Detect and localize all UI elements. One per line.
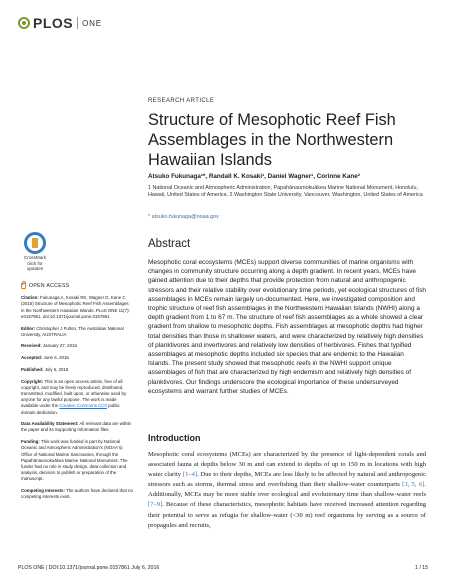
received-label: Received:	[21, 343, 42, 349]
competing-interests-label: Competing Interests:	[21, 488, 65, 494]
article-title: Structure of Mesophotic Reef Fish Assemblages in the Northwestern Hawaiian Islands	[148, 111, 396, 169]
data-availability-text: All relevant data are within the paper and its Supporting Information files.	[21, 421, 131, 433]
plos-one-logo[interactable]	[18, 14, 102, 32]
brand-sub: ONE	[82, 18, 102, 28]
received-date: January 27, 2016	[42, 343, 77, 349]
intro-part: . Additionally, MCEs may be more stable over ecological and evolutionary time than shallow-water reefs	[148, 481, 426, 499]
reference-link[interactable]: [7–9]	[148, 501, 163, 509]
crossmark-badge[interactable]	[20, 232, 50, 271]
abstract-heading: Abstract	[148, 238, 191, 250]
brand-name: PLOS	[33, 15, 74, 31]
introduction-text	[148, 450, 426, 531]
open-lock-icon	[21, 283, 26, 289]
citation-block	[21, 295, 133, 320]
intro-part: . Due to their depths, MCEs are less likely to be affected by natural and anthropogenic stressors such as storms, thermal stress and overfishing than their shallow-water counterparts	[148, 471, 426, 489]
crossmark-icon	[24, 232, 46, 254]
open-access-label: OPEN ACCESS	[29, 283, 70, 289]
editor-text: Christopher J Fulton, The Australian National University, AUSTRALIA	[21, 325, 124, 337]
accepted-block	[21, 355, 133, 361]
crossmark-sublabel: click for updates	[26, 261, 44, 271]
data-availability-label: Data Availability Statement:	[21, 421, 79, 427]
editor-label: Editor:	[21, 325, 36, 331]
article-sidebar	[21, 283, 133, 506]
funding-text: This work was funded in part by National Oceanic and Atmospheric Administration's (NOAA's) Office of National Marine Sanctuaries, through the Papahānaumokuākea Marine National Monument. The funder had no role in study design, data collection and analysis, decision to publish or preparation of the manuscript.	[21, 439, 128, 482]
copyright-text: This is an open access article, free of all copyright, and may be freely reproduced, distributed, transmitted, modified, built upon, or otherwise used by anyone for any lawful purpose. The work is made available under the	[21, 378, 127, 409]
funding-label: Funding:	[21, 439, 40, 445]
published-label: Published:	[21, 366, 44, 372]
page-number: 1 / 15	[415, 565, 428, 571]
crossmark-label: CrossMark	[23, 255, 47, 260]
funding-block	[21, 439, 133, 482]
abstract-text: Mesophotic coral ecosystems (MCEs) support diverse communities of marine organisms with changes in community structure occurring along a depth gradient. In recent years, MCEs have gained attention due to their depths that provide protection from natural and anthropogenic stressors and their relative stability over evolutionary time periods, yet ecological structures of fish assemblages in MCEs remain largely un-documented. Here, we investigated composition and trophic structure of reef fish assemblages in the Northwestern Hawaiian Islands (NWHI) along a depth gradient from 1 to 67 m. The structure of reef fish assemblages as a whole showed a clear gradient from shallow to mesophotic depths. Fish assemblages at mesophotic depths had higher total densities than those in shallower waters, and were characterized by relatively high densities of planktivores and invertivores and relatively low densities of herbivores. Fishes that typified assemblages at mesophotic depths included six species that are endemic to the Hawaiian Islands. The present study showed that mesophotic reefs in the NWHI support unique assemblages of fish that are characterized by high endemism and relatively high densities of planktivores. Our findings underscore the ecological importance of these undersurveyed ecosystems and warrant further studies of MCEs.	[148, 259, 427, 395]
accepted-label: Accepted:	[21, 355, 43, 361]
editor-block	[21, 326, 133, 338]
cc0-link[interactable]: Creative Commons CC0	[59, 403, 107, 409]
logo-divider	[77, 17, 78, 29]
article-type: RESEARCH ARTICLE	[148, 98, 215, 104]
introduction-heading: Introduction	[148, 433, 201, 443]
competing-interests-block	[21, 488, 133, 500]
corresponding-email[interactable]: * atsuko.fukunaga@noaa.gov	[148, 214, 219, 220]
data-availability-block	[21, 421, 133, 433]
plos-logo-icon	[18, 17, 30, 29]
intro-part: Mesophotic coral ecosystems (MCEs) are characterized by the presence of light-dependent corals and associated fauna at depths below 30 m and can extend to depths of up to 150 m in locations with high water clarity	[148, 451, 426, 479]
competing-interests-text: The authors have declared that no competing interests exist.	[21, 488, 133, 500]
reference-link[interactable]: [3, 5, 6]	[402, 481, 425, 489]
open-access-badge	[21, 283, 133, 289]
accepted-date: June 6, 2016	[43, 355, 69, 361]
copyright-tail: public domain dedication.	[21, 403, 120, 415]
copyright-block	[21, 379, 133, 416]
reference-link[interactable]: [1–4]	[182, 471, 198, 479]
received-block	[21, 343, 133, 349]
citation-label: Citation:	[21, 295, 39, 301]
affiliations: 1 National Oceanic and Atmospheric Administration, Papahānaumokuākea Marine National Monument, Honolulu, Hawaii, United States of America, 2 Washington State University, Vancouver, Washington, United States of America	[148, 185, 423, 199]
footer-citation: PLOS ONE | DOI:10.1371/journal.pone.0157861 July 6, 2016	[18, 565, 160, 571]
author-list: Atsuko Fukunaga¹*, Randall K. Kosaki¹, Daniel Wagner¹, Corinne Kane²	[148, 173, 360, 180]
published-date: July 6, 2016	[44, 366, 69, 372]
published-block	[21, 367, 133, 373]
intro-part: . Because of these characteristics, mesophotic habitats have received increased attention regarding their potential to serve as refugia for shallow-water (<30 m) reef organisms by serving as a source of propagules and recruits,	[148, 501, 426, 529]
citation-text: Fukunaga A, Kosaki RK, Wagner D, Kane C (2016) Structure of Mesophotic Reef Fish Assemblages in the Northwestern Hawaiian Islands. PLoS ONE 11(7): e0157861. doi:10.1371/journal.pone.0157861	[21, 295, 130, 319]
copyright-label: Copyright:	[21, 378, 44, 384]
